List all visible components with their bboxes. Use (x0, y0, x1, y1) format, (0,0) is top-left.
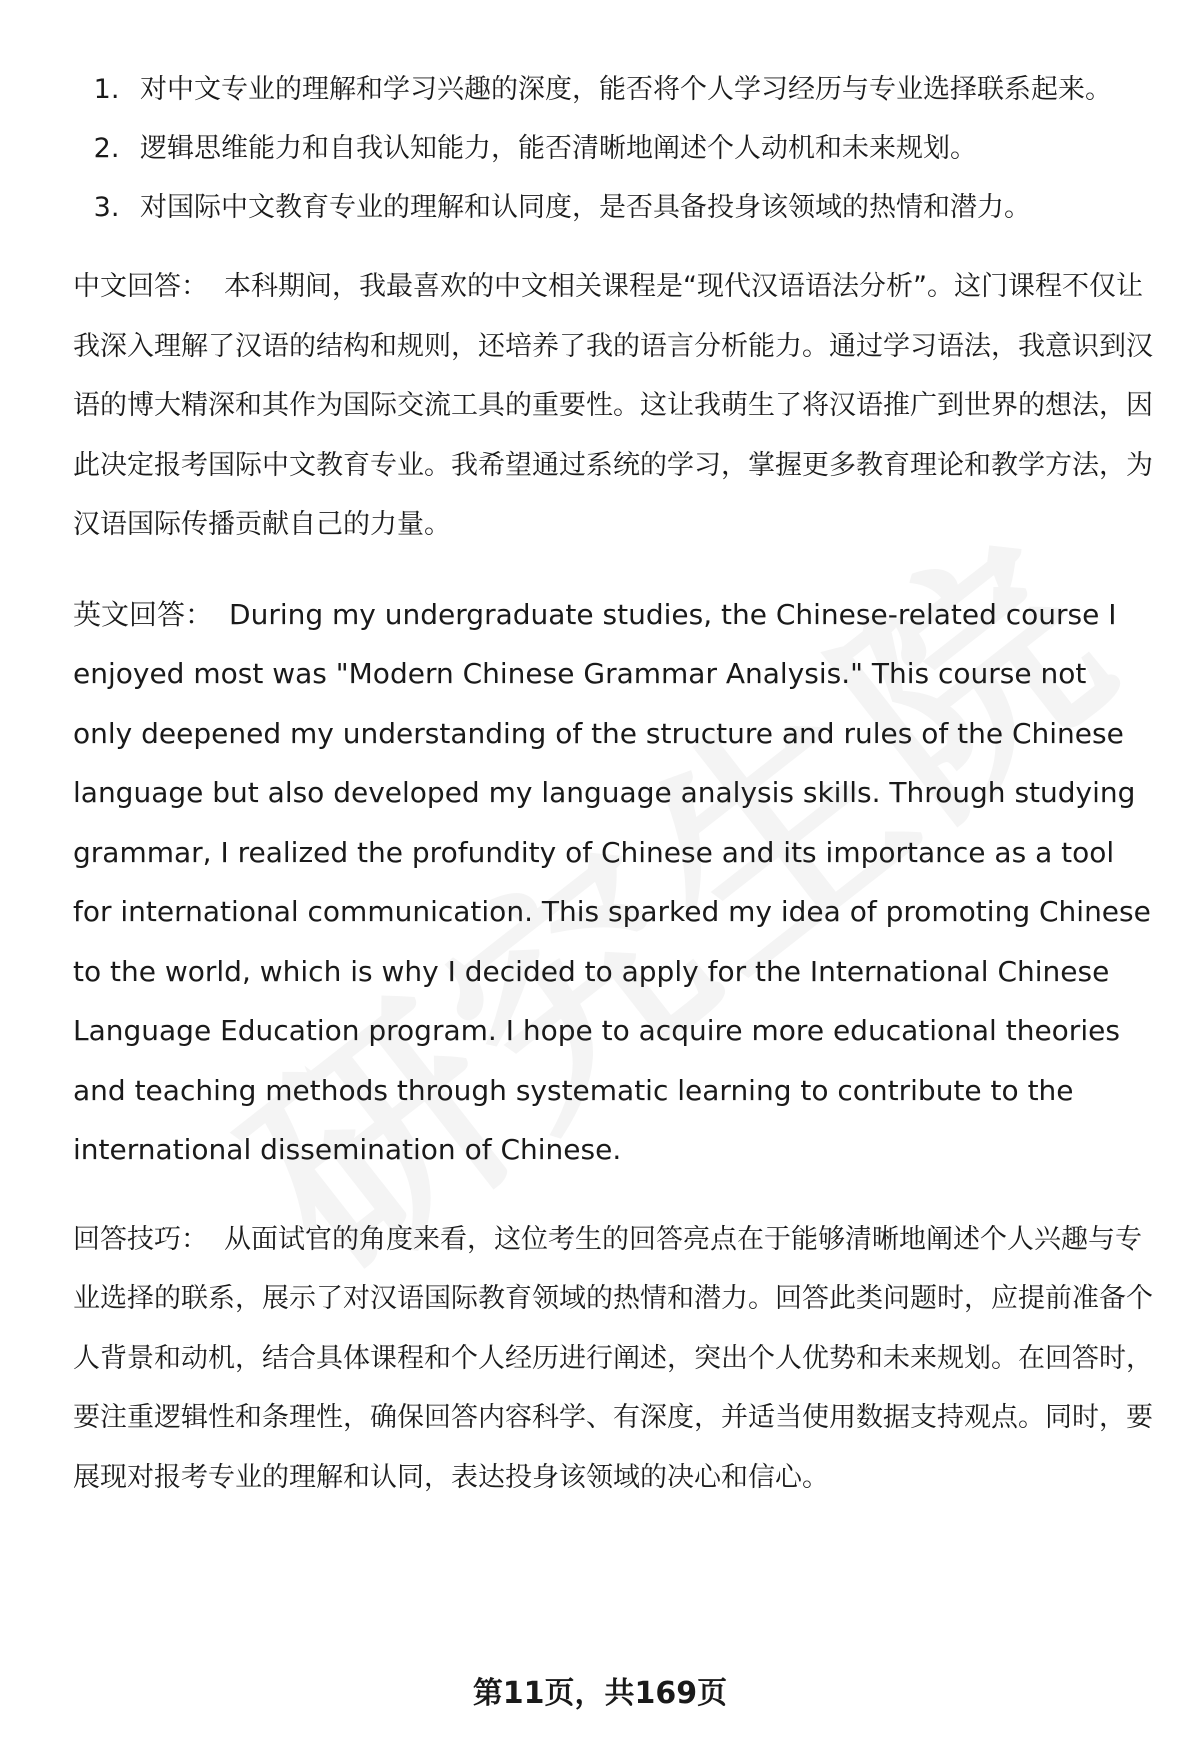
page-number-footer: 第11页，共169页 (472, 1676, 728, 1711)
chinese-answer-label: 中文回答： (73, 271, 208, 302)
english-answer-paragraph (73, 585, 1153, 1180)
answer-tips-label: 回答技巧： (73, 1223, 208, 1255)
evaluation-criteria-list (73, 60, 1153, 237)
answer-tips-text: 从面试官的角度来看，这位考生的回答亮点在于能够清晰地阐述个人兴趣与专业选择的联系，展示了对汉语国际教育领域的热情和潜力。回答此类问题时，应提前准备个人背景和动机，结合具体课程和个人经历进行阐述，突出个人优势和未来规划。在回答时，要注重逻辑性和条理性，确保回答内容科学、有深度，并适当使用数据支持观点。同时，要展现对报考专业的理解和认同，表达投身该领域的决心和信心。 (73, 1223, 1153, 1493)
english-answer-text: During my undergraduate studies, the Chinese-related course I enjoyed most was "Modern Chinese Grammar Analysis." This course not only deepened my understanding of the structure and rules of the Chinese language but also developed my language analysis skills. Through studying grammar, I realized the profundity of Chinese and its importance as a tool for international communication. This sparked my idea of promoting Chinese to the world, which is why I decided to apply for the International Chinese Language Education program. I hope to acquire more educational theories and teaching methods through systematic learning to contribute to the international dissemination of Chinese. (73, 597, 1151, 1166)
criteria-item: 2. 逻辑思维能力和自我认知能力，能否清晰地阐述个人动机和未来规划。 (128, 119, 1153, 178)
answer-tips-paragraph (73, 1210, 1153, 1508)
criteria-item: 3. 对国际中文教育专业的理解和认同度，是否具备投身该领域的热情和潜力。 (128, 178, 1153, 237)
page-content (73, 60, 1153, 1507)
criteria-item: 1. 对中文专业的理解和学习兴趣的深度，能否将个人学习经历与专业选择联系起来。 (128, 60, 1153, 119)
chinese-answer-paragraph (73, 257, 1153, 555)
english-answer-label: 英文回答： (73, 597, 214, 631)
chinese-answer-text: 本科期间，我最喜欢的中文相关课程是“现代汉语语法分析”。这门课程不仅让我深入理解了汉语的结构和规则，还培养了我的语言分析能力。通过学习语法，我意识到汉语的博大精深和其作为国际交流工具的重要性。这让我萌生了将汉语推广到世界的想法，因此决定报考国际中文教育专业。我希望通过系统的学习，掌握更多教育理论和教学方法，为汉语国际传播贡献自己的力量。 (73, 271, 1153, 540)
